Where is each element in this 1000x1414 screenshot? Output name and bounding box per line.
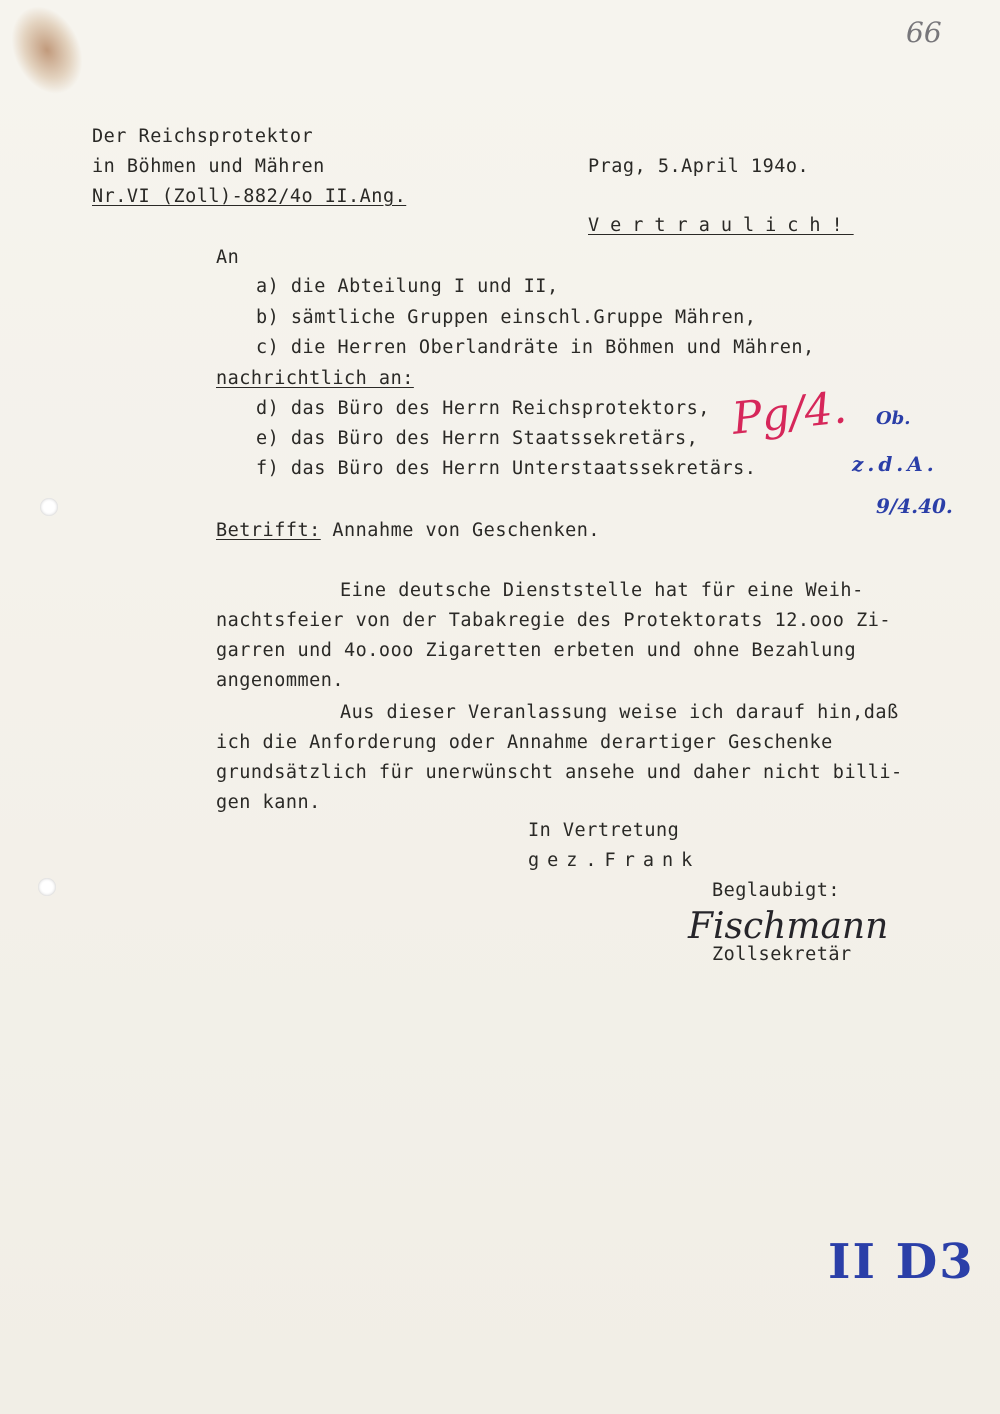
subject-line	[216, 520, 600, 542]
recipient-b: b) sämtliche Gruppen einschl.Gruppe Mähren,	[256, 307, 757, 328]
recipients-heading: An	[216, 247, 240, 268]
body-para1-line3: garren und 4o.ooo Zigaretten erbeten und ohne Bezahlung	[216, 640, 857, 661]
red-handwritten-mark: Pg/4.	[729, 382, 849, 445]
signed-by: gez.Frank	[528, 850, 701, 871]
in-vertretung: In Vertretung	[528, 820, 680, 841]
classification-label: Vertraulich!	[588, 215, 854, 236]
cc-heading: nachrichtlich an:	[216, 368, 414, 389]
cc-recipient-f: f) das Büro des Herrn Unterstaatssekretärs.	[256, 458, 757, 479]
body-para2-line1: Aus dieser Veranlassung weise ich darauf hin,daß	[340, 702, 899, 723]
body-para1-line1: Eine deutsche Dienststelle hat für eine Weih-	[340, 580, 864, 601]
subject-text: Annahme von Geschenken.	[320, 520, 601, 541]
punch-hole-upper	[40, 498, 58, 516]
body-para2-line3: grundsätzlich für unerwünscht ansehe und daher nicht billi-	[216, 762, 903, 783]
blue-note: z.d.A.	[852, 452, 938, 476]
subject-label: Betrifft:	[216, 520, 321, 541]
punch-hole-lower	[38, 878, 56, 896]
rust-stain	[0, 0, 96, 106]
letterhead-line1: Der Reichsprotektor	[92, 126, 314, 147]
recipient-c: c) die Herren Oberlandräte in Böhmen und Mähren,	[256, 337, 815, 358]
certified-label: Beglaubigt:	[712, 880, 841, 901]
blue-date: 9/4.40.	[876, 494, 953, 518]
body-para1-line2: nachtsfeier von der Tabakregie des Protektorats 12.ooo Zi-	[216, 610, 892, 631]
cc-recipient-d: d) das Büro des Herrn Reichsprotektors,	[256, 398, 710, 419]
date-line: Prag, 5.April 194o.	[588, 156, 810, 177]
letterhead-line2: in Böhmen und Mähren	[92, 156, 325, 177]
body-para1-line4: angenommen.	[216, 670, 345, 691]
recipient-a: a) die Abteilung I und II,	[256, 276, 559, 297]
blue-initial: Ob.	[876, 408, 911, 429]
page-number: 66	[906, 16, 942, 49]
reference-number: Nr.VI (Zoll)-882/4o II.Ang.	[92, 186, 407, 207]
body-para2-line2: ich die Anforderung oder Annahme derartiger Geschenke	[216, 732, 833, 753]
cc-recipient-e: e) das Büro des Herrn Staatssekretärs,	[256, 428, 699, 449]
signer-title: Zollsekretär	[712, 944, 852, 965]
file-mark: II D3	[828, 1234, 975, 1290]
body-para2-line4: gen kann.	[216, 792, 321, 813]
handwritten-signature: Fischmann	[688, 906, 889, 947]
